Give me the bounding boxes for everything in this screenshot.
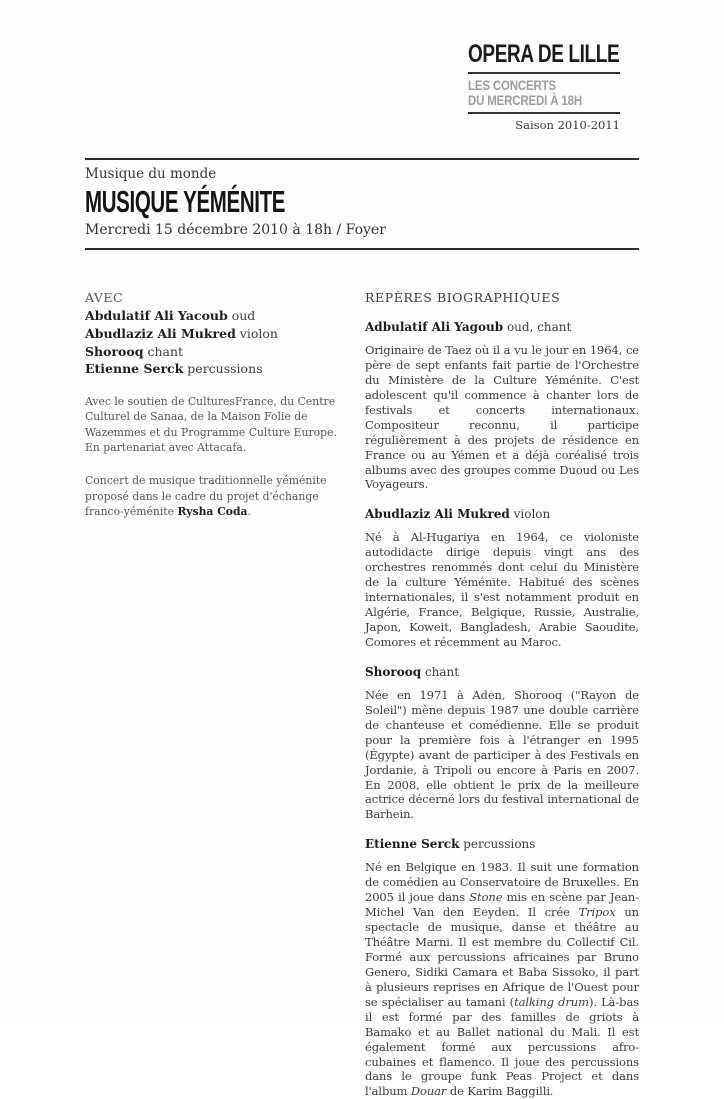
logo-subtitle-line1: LES CONCERTS <box>468 77 556 93</box>
performer-role: violon <box>235 325 278 341</box>
logo-subtitle <box>468 78 620 108</box>
bio-paragraph: Né en Belgique en 1983. Il suit une formation de comédien au Conservatoire de Bruxelles. En 2005 il joue dans Stone mis en scène par Jean-Michel Van den Eeyden. Il crée Tripox un spectacle de musique, danse et théâtre au Théâtre Marni. Il est membre du Collectif Cil. Formé aux percussions africaines par Bruno Genero, Sidiki Camara et Baba Sissoko, il part à plusieurs reprises en Afrique de l'Ouest pour se spécialiser au tamani (talking drum). Là-bas il est formé par des familles de griots à Bamako et au Ballet national du Mali. Il est également formé aux percussions afro-cubaines et flamenco. Il joue des percussions dans le groupe funk Peas Project et dans l'album Douar de Karim Baggilli. <box>365 860 639 1099</box>
performer-role: percussions <box>183 361 263 377</box>
date-venue: Mercredi 15 décembre 2010 à 18h / Foyer <box>85 222 386 238</box>
bio-artist-name: Etienne Serck <box>365 837 460 852</box>
bio-name-line <box>365 837 639 851</box>
performer-name: Etienne Serck <box>85 361 184 377</box>
biographies-list <box>365 320 639 1099</box>
bio-artist-name: Adbulatif Ali Yagoub <box>365 320 504 334</box>
bio-paragraph: Née en 1971 à Aden, Shorooq ("Rayon de Soleil") mène depuis 1987 une double carrière de chanteuse et comédienne. Elle se produit pour la première fois à l'étranger en 1995 (Égypte) avant de participer à des Festivals en Jordanie, à Tripoli ou encore à Paris en 2007. En 2008, elle obtient le prix de la meilleure actrice décerné lors du festival international de Barhein. <box>365 687 639 822</box>
season-label: Saison 2010-2011 <box>515 118 620 133</box>
performer-role: chant <box>143 343 184 359</box>
performer-line <box>85 343 343 361</box>
bio-paragraph: Originaire de Taez où il a vu le jour en 1964, ce père de sept enfants fait partie de l'Orchestre du Ministère de la Culture Yéménite. C'est adolescent qu'il commence à chanter lors de festivals et concerts internationaux. Compositeur reconnu, il participe régulièrement à des projets de résidence en France ou au Yémen et a déjà coréalisé trois albums avec des groupes comme Duoud ou Les Voyageurs. <box>365 343 639 492</box>
support-note: Avec le soutien de CulturesFrance, du Centre Culturel de Sanaa, de la Maison Folie de Wazemmes et du Programme Culture Europe. En partenariat avec Attacafa. <box>85 395 337 454</box>
genre-label: Musique du monde <box>85 166 217 182</box>
logo-divider-top <box>468 72 620 74</box>
performer-name: Abudlaziz Ali Mukred <box>85 325 236 341</box>
logo-title: OPERA DE LILLE <box>468 40 620 68</box>
concert-title: MUSIQUE YÉMÉNITE <box>85 184 286 219</box>
performers-column <box>85 290 343 1099</box>
bio-artist-role: violon <box>509 507 551 522</box>
content-columns <box>85 290 639 1099</box>
bio-artist-name: Shorooq <box>365 664 422 679</box>
bio-artist-role: chant <box>421 664 460 679</box>
bio-name-line <box>365 665 639 679</box>
opera-de-lille-logo <box>468 40 620 132</box>
bio-paragraph: Né à Al-Hugariya en 1964, ce violoniste autodidacte dirige depuis vingt ans des orchestres renommés dont celui du Ministère de la culture Yéménite. Habitué des scènes internationales, il s'est notamment produit en Algérie, France, Belgique, Russie, Australie, Japon, Koweit, Bangladesh, Arabie Saoudite, Comores et récemment au Maroc. <box>365 530 639 649</box>
bio-name-line <box>365 507 639 521</box>
performer-name: Abdulatif Ali Yacoub <box>85 308 228 323</box>
performer-line <box>85 307 343 325</box>
bio-artist-name: Abudlaziz Ali Mukred <box>365 507 510 522</box>
biographies-heading: REPÈRES BIOGRAPHIQUES <box>365 290 561 305</box>
logo-subtitle-line2: DU MERCREDI À 18H <box>468 92 582 109</box>
performer-line <box>85 325 343 343</box>
concert-title-block <box>85 158 639 250</box>
project-note: Concert de musique traditionnelle yéménite proposé dans le cadre du projet d'échange franco-yéménite Rysha Coda. <box>85 474 327 518</box>
performer-name: Shorooq <box>85 343 144 359</box>
logo-divider-bottom <box>468 112 620 114</box>
with-label: AVEC <box>85 290 124 305</box>
bio-name-line <box>365 320 639 334</box>
performer-role: oud <box>227 308 256 323</box>
bio-artist-role: oud, chant <box>503 320 572 334</box>
biographies-column <box>365 290 639 1099</box>
performer-line <box>85 360 343 378</box>
performers-list <box>85 307 343 378</box>
bio-artist-role: percussions <box>459 837 536 852</box>
